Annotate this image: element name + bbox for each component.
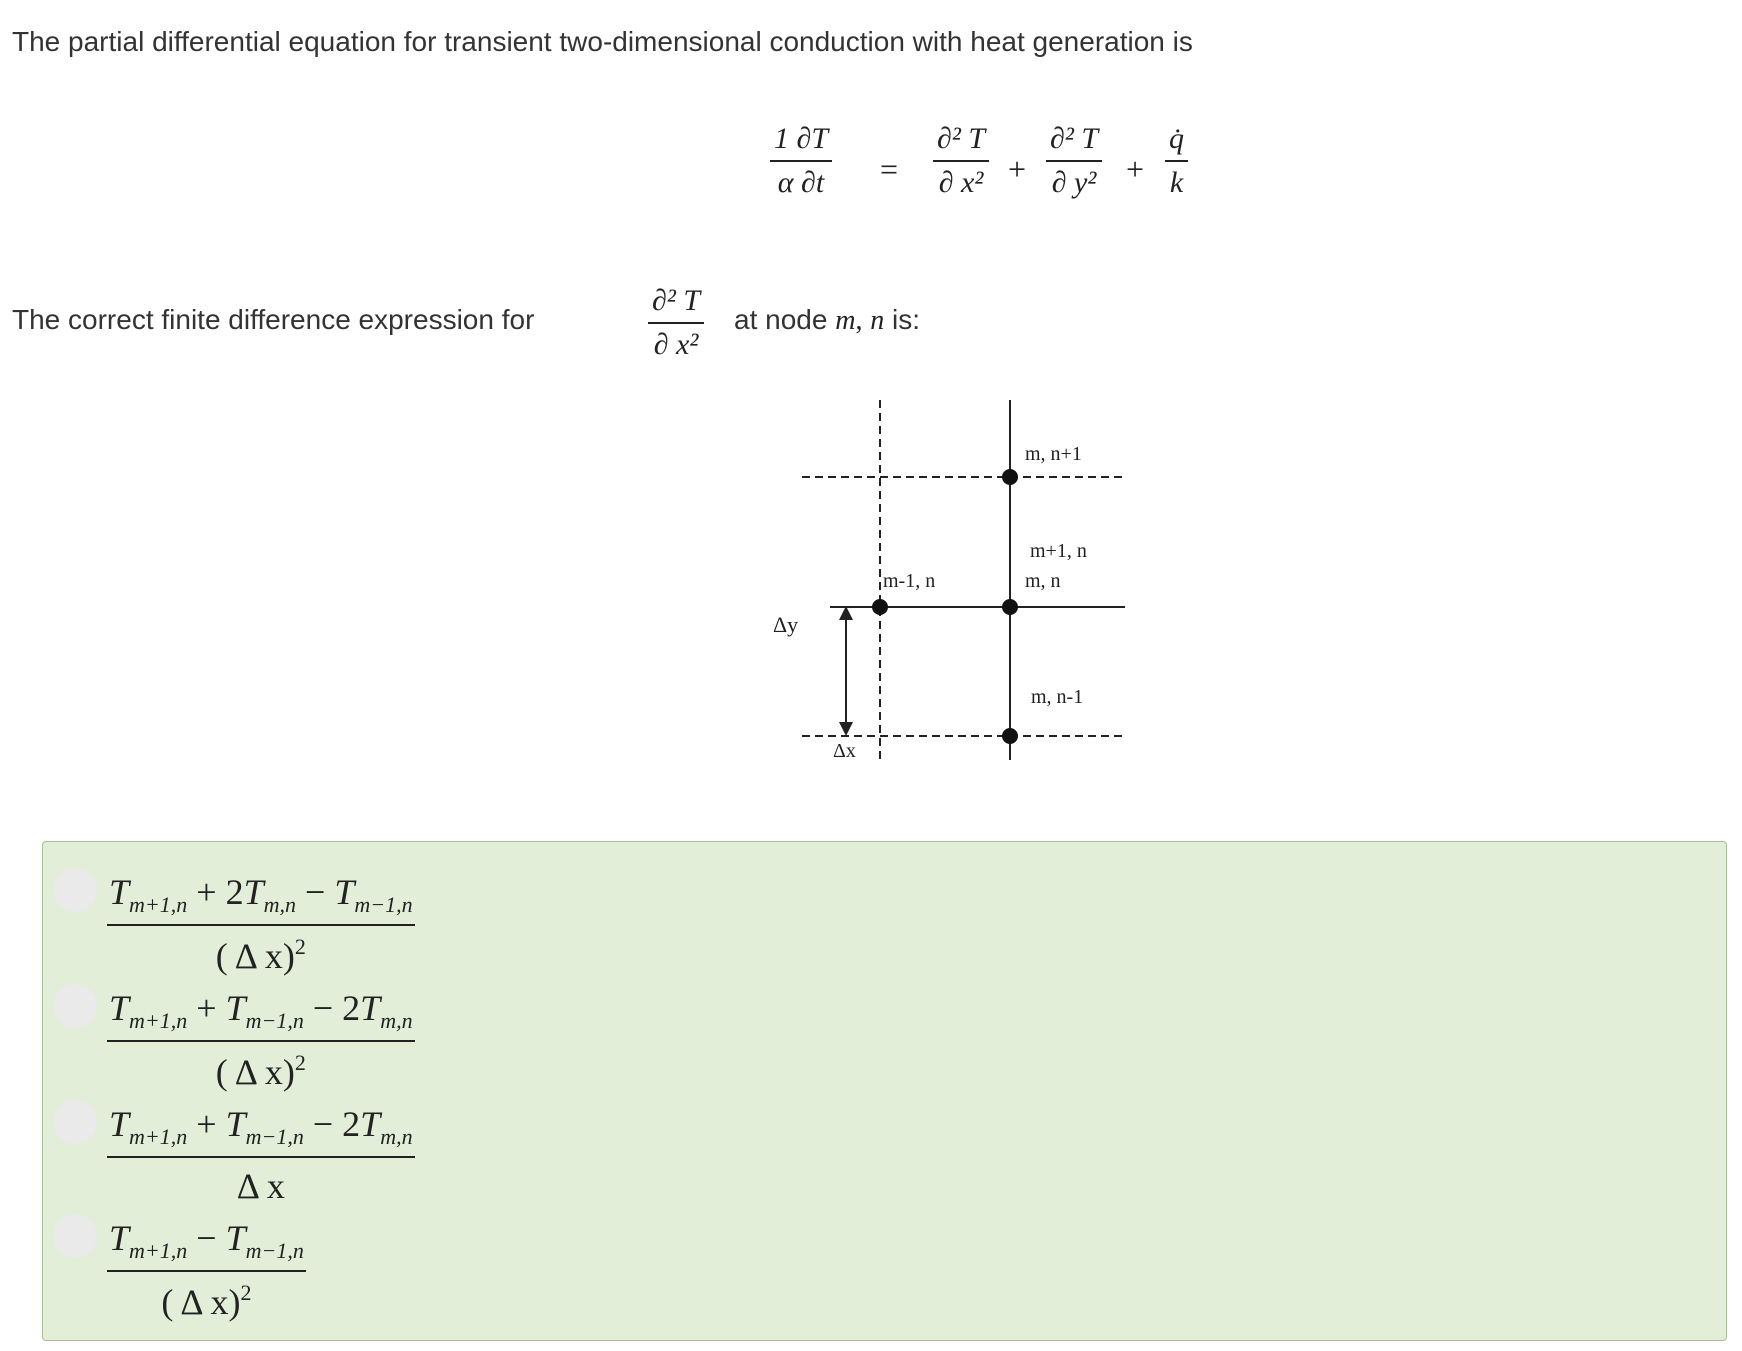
option-4-denominator: ( Δ x)$^2$ [161, 1280, 252, 1322]
option-4-numerator: $T_{m+1,n} - T_{m-1,n}$ [107, 1220, 306, 1272]
dy-arrow-head-bottom [839, 722, 853, 736]
pde-term-q [1165, 124, 1188, 198]
pde-lhs [770, 124, 832, 198]
node-grid-diagram [705, 380, 1125, 760]
pde-lhs-num: 1 ∂T [770, 124, 832, 162]
pde-term-x-num: ∂² T [933, 124, 989, 162]
option-1-denominator: ( Δ x)$^2$ [215, 934, 306, 976]
prompt-fraction-num: ∂² T [648, 286, 704, 324]
dy-arrow-head-top [839, 606, 853, 620]
label-right: m+1, n [1030, 540, 1087, 562]
option-3-expression [107, 1106, 415, 1204]
prompt-fraction [648, 286, 704, 360]
option-4[interactable] [53, 1220, 306, 1320]
option-3-numerator: $T_{m+1,n} + T_{m-1,n} - 2T_{m,n}$ [107, 1106, 415, 1158]
pde-term-x [933, 124, 989, 198]
option-2-numerator: $T_{m+1,n} + T_{m-1,n} - 2T_{m,n}$ [107, 990, 415, 1042]
pde-term-q-den: k [1169, 166, 1184, 199]
label-center: m, n [1025, 570, 1061, 592]
question-intro: The partial differential equation for transient two-dimensional conduction with heat generation is [12, 26, 1193, 57]
option-1-radio[interactable] [53, 868, 97, 912]
node-center [1002, 599, 1018, 615]
prompt-before: The correct finite difference expression for [12, 304, 535, 335]
option-4-expression [107, 1220, 306, 1320]
prompt-after-text: at node [734, 304, 828, 335]
label-left: m-1, n [883, 570, 936, 592]
label-dx: Δx [833, 740, 856, 762]
prompt-m: m [835, 305, 856, 336]
pde-term-y-den: ∂ y² [1051, 166, 1097, 199]
prompt-comma: , [855, 305, 863, 336]
option-2-expression [107, 990, 415, 1090]
prompt-end: is: [892, 304, 920, 335]
pde-term-q-num: q̇ [1165, 124, 1188, 162]
option-3-denominator: Δ x [236, 1166, 285, 1206]
pde-term-y [1046, 124, 1102, 198]
option-2[interactable] [53, 990, 415, 1090]
pde-lhs-den: α ∂t [777, 166, 825, 199]
option-3-radio[interactable] [53, 1100, 97, 1144]
prompt-n: n [870, 305, 885, 336]
option-2-radio[interactable] [53, 984, 97, 1028]
node-top [1002, 469, 1018, 485]
answer-options-panel [42, 841, 1727, 1341]
node-bottom [1002, 728, 1018, 744]
prompt-fraction-den: ∂ x² [653, 328, 699, 361]
label-top: m, n+1 [1025, 443, 1082, 465]
label-dy: Δy [773, 612, 799, 637]
option-1-numerator: $T_{m+1,n} + 2T_{m,n} - T_{m-1,n}$ [107, 874, 415, 926]
node-left [872, 599, 888, 615]
pde-plus-2: + [1126, 151, 1145, 187]
option-1-expression [107, 874, 415, 974]
option-3[interactable] [53, 1106, 415, 1204]
prompt-after [734, 304, 920, 337]
option-2-denominator: ( Δ x)$^2$ [215, 1050, 306, 1092]
pde-plus-1: + [1008, 151, 1027, 187]
pde-term-x-den: ∂ x² [938, 166, 984, 199]
option-1[interactable] [53, 874, 415, 974]
label-bottom: m, n-1 [1031, 686, 1084, 708]
pde-term-y-num: ∂² T [1046, 124, 1102, 162]
pde-equals: = [880, 151, 899, 187]
option-4-radio[interactable] [53, 1214, 97, 1258]
